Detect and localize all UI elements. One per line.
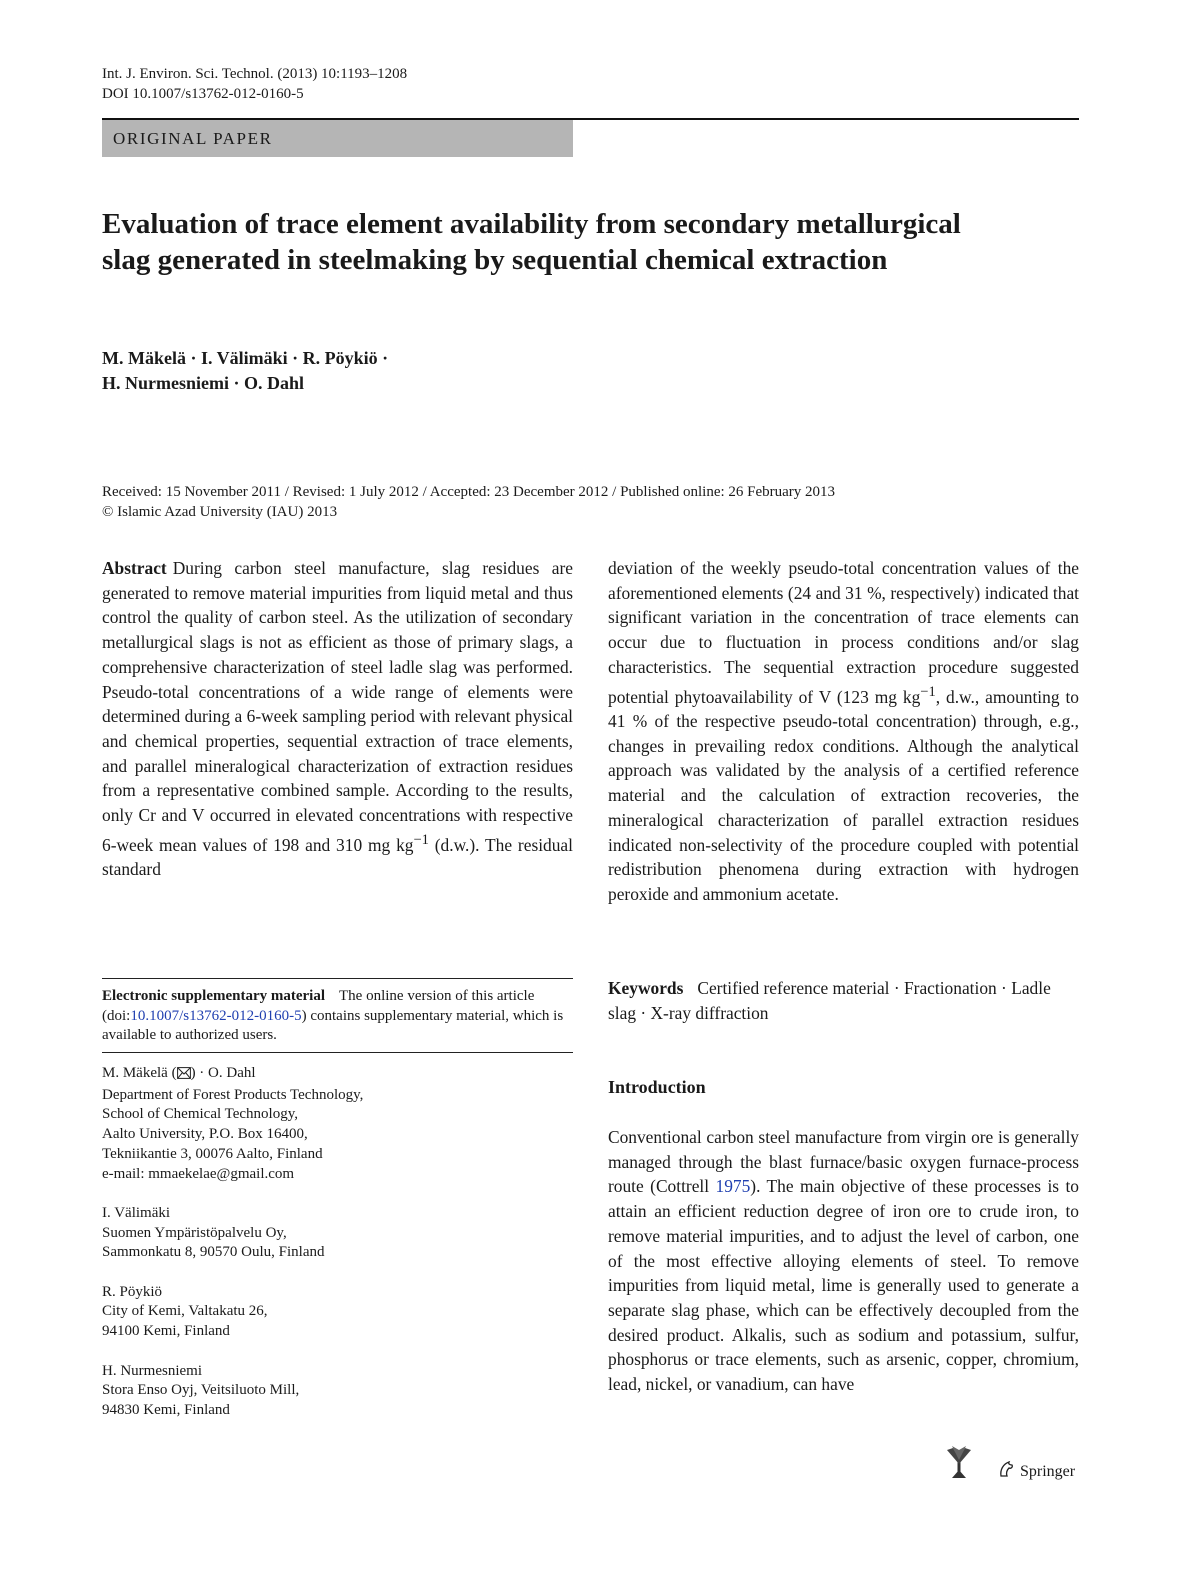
esm-note <box>102 987 573 1046</box>
affiliation-email[interactable]: e-mail: mmaekelae@gmail.com <box>102 1165 295 1182</box>
keywords-label: Keywords <box>608 978 684 998</box>
affiliation-text: H. Nurmesniemi <box>102 1362 202 1379</box>
abstract-text: During carbon steel manufacture, slag residues are generated to remove material impurities from liquid metal and thus control the quality of carbon steel. As the utilization of secondary metallurgical slags is not as efficient as those of primary slags, a comprehensive characterization of steel ladle slag was performed. Pseudo-total concentrations of a wide range of elements were determined during a 6-week sampling period with relevant physical and chemical properties, sequential extraction of trace elements, and parallel mineralogical characterization of extraction residues from a representative combined sample. According to the results, only Cr and V occurred in elevated concentrations with respective 6-week mean values of 198 and 310 mg kg <box>102 558 573 855</box>
body-text: Conventional carbon steel manufacture from virgin ore is generally managed through the blast furnace/basic oxygen furnace-process route (Cottrell <box>608 1127 1079 1197</box>
article-type-banner: ORIGINAL PAPER <box>102 120 573 157</box>
esm-doi-link[interactable]: 10.1007/s13762-012-0160-5 <box>130 1007 302 1024</box>
affiliation-4 <box>102 1362 573 1421</box>
esm-top-rule <box>102 978 573 979</box>
affiliation-text: Aalto University, P.O. Box 16400, <box>102 1126 308 1143</box>
esm-label: Electronic supplementary material <box>102 988 326 1004</box>
publication-dates <box>102 482 835 522</box>
superscript: −1 <box>413 831 429 848</box>
journal-citation <box>102 64 407 104</box>
affiliation-text: 94100 Kemi, Finland <box>102 1323 230 1340</box>
publisher-name: Springer <box>1020 1462 1076 1480</box>
affiliation-2 <box>102 1204 573 1263</box>
history-dates: Received: 15 November 2011 / Revised: 1 July 2012 / Accepted: 23 December 2012 / Published online: 26 February 2013 <box>102 484 836 500</box>
section-heading-introduction: Introduction <box>608 1077 706 1097</box>
author-list <box>102 346 388 396</box>
esm-text: ) contains supplementary material, which is available to authorized users. <box>102 1007 564 1043</box>
superscript: −1 <box>920 683 936 700</box>
publisher-logo <box>998 1460 1075 1483</box>
springer-horse-icon <box>998 1460 1016 1483</box>
abstract-label: Abstract <box>102 558 167 578</box>
affiliation-text: M. Mäkelä ( <box>102 1065 177 1081</box>
keywords-text: Certified reference material · Fractionation · Ladle slag · X-ray diffraction <box>608 978 1051 1023</box>
abstract-right <box>608 556 1079 907</box>
springer-tree-logo <box>944 1444 974 1485</box>
affiliation-text: Tekniikantie 3, 00076 Aalto, Finland <box>102 1145 323 1162</box>
affiliation-text: Department of Forest Products Technology, <box>102 1086 364 1103</box>
affiliation-text: Sammonkatu 8, 90570 Oulu, Finland <box>102 1244 325 1261</box>
abstract-text: , d.w., amounting to 41 % of the respective pseudo-total concentration) through, e.g., changes in prevailing redox conditions. Although the analytical approach was validated by the analysis of a certified reference material and the calculation of extraction recoveries, the mineralogical characterization of parallel extraction residues indicated non-selectivity of the procedure coupled with potential redistribution phenomena during extraction with hydrogen peroxide and ammonium acetate. <box>608 686 1079 904</box>
journal-name: Int. J. Environ. Sci. Technol. (2013) 10:1193–1208 <box>102 66 408 82</box>
affiliations <box>102 1064 573 1440</box>
author-line: M. Mäkelä · I. Välimäki · R. Pöykiö · <box>102 348 389 368</box>
affiliation-text: School of Chemical Technology, <box>102 1106 298 1123</box>
introduction-text <box>608 1125 1079 1397</box>
keywords <box>608 976 1079 1025</box>
copyright: © Islamic Azad University (IAU) 2013 <box>102 504 338 520</box>
abstract-text: deviation of the weekly pseudo-total concentration values of the aforementioned elements (24 and 31 %, respectively) indicated that significant variation in the concentration of trace elements can occur due to fluctuation in process conditions and/or slag characteristics. The sequential extraction procedure suggested potential phytoavailability of V (123 mg kg <box>608 558 1079 707</box>
body-text: ). The main objective of these processes is to attain an efficient reduction degree of iron ore to crude iron, to remove material impurities, and to adjust the level of carbon, one of the most effective alloying elements of steel. To remove impurities from liquid metal, lime is generally used to generate a separate slag phase, which can be effectively decoupled from the desired product. Alkalis, such as sodium and potassium, sulfur, phosphorus or trace elements, such as arsenic, copper, chromium, lead, nickel, or vanadium, can have <box>608 1176 1079 1395</box>
esm-text: The online version of this article (doi: <box>102 988 535 1024</box>
affiliation-text: R. Pöykiö <box>102 1283 163 1300</box>
affiliation-text: 94830 Kemi, Finland <box>102 1401 230 1418</box>
affiliation-text: City of Kemi, Valtakatu 26, <box>102 1303 268 1320</box>
affiliation-text: Stora Enso Oyj, Veitsiluoto Mill, <box>102 1382 300 1399</box>
citation-link[interactable]: 1975 <box>715 1176 751 1197</box>
affiliation-3 <box>102 1283 573 1342</box>
doi: DOI 10.1007/s13762-012-0160-5 <box>102 86 304 102</box>
paper-title: Evaluation of trace element availability from secondary metallurgical slag generated in steelmaking by sequential chemical extraction <box>102 208 961 276</box>
affiliation-text: ) · O. Dahl <box>190 1065 256 1081</box>
affiliation-1 <box>102 1064 573 1184</box>
abstract-left <box>102 556 573 882</box>
affiliation-text: I. Välimäki <box>102 1204 171 1221</box>
esm-bottom-rule <box>102 1052 573 1053</box>
affiliation-text: Suomen Ympäristöpalvelu Oy, <box>102 1224 287 1241</box>
abstract-text: (d.w.). The residual standard <box>102 834 573 880</box>
envelope-icon <box>177 1066 191 1086</box>
author-line: H. Nurmesniemi · O. Dahl <box>102 373 304 393</box>
